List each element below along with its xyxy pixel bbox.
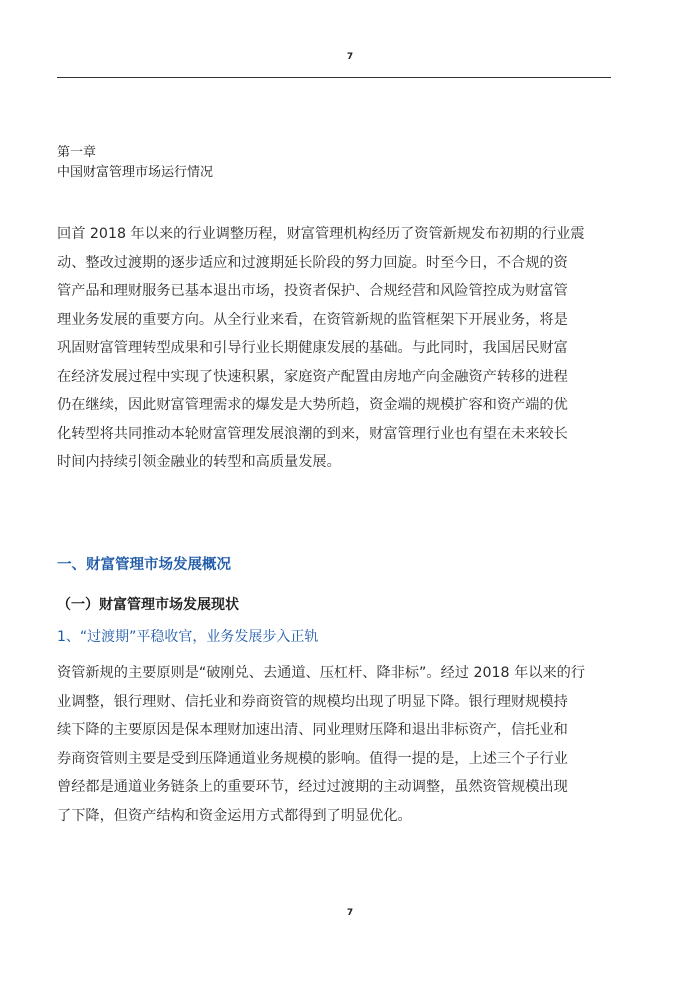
section-subheading: （一）财富管理市场发展现状 — [57, 597, 239, 613]
page-number-top: 7 — [346, 52, 354, 62]
paragraph-line: 理业务发展的重要方向。从全行业来看，在资管新规的监管框架下开展业务，将是 — [57, 311, 568, 328]
chapter-title: 中国财富管理市场运行情况 — [57, 165, 214, 180]
paragraph-line: 动、整改过渡期的逐步适应和过渡期延长阶段的努力回旋。时至今日，不合规的资 — [57, 254, 568, 271]
section-heading: 一、财富管理市场发展概况 — [57, 557, 231, 573]
paragraph-line: 资管新规的主要原则是“破刚兑、去通道、压杠杆、降非标”。经过 2018 年以来的行 — [57, 665, 586, 681]
header-divider — [57, 77, 611, 78]
chapter-label: 第一章 — [57, 145, 97, 160]
page-number-bottom: 7 — [346, 908, 354, 918]
paragraph-line: 管产品和理财服务已基本退出市场，投资者保护、合规经营和风险管控成为财富管 — [57, 283, 568, 299]
paragraph-line: 在经济发展过程中实现了快速积累，家庭资产配置由房地产向金融资产转移的进程 — [57, 368, 568, 385]
paragraph-line: 化转型将共同推动本轮财富管理发展浪潮的到来，财富管理行业也有望在未来较长 — [57, 425, 568, 442]
section-paragraph — [57, 659, 613, 830]
paragraph-line: 回首 2018 年以来的行业调整历程，财富管理机构经历了资管新规发布初期的行业震 — [57, 226, 585, 242]
paragraph-line: 业调整，银行理财、信托业和券商资管的规模均出现了明显下降。银行理财规模持 — [57, 693, 568, 710]
paragraph-line: 曾经都是通道业务链条上的重要环节，经过过渡期的主动调整，虽然资管规模出现 — [57, 779, 568, 795]
paragraph-line: 券商资管则主要是受到压降通道业务规模的影响。值得一提的是，上述三个子行业 — [57, 750, 568, 767]
intro-paragraph — [57, 220, 613, 477]
paragraph-line: 仍在继续，因此财富管理需求的爆发是大势所趋，资金端的规模扩容和资产端的优 — [57, 397, 568, 413]
section-subsubheading: 1、“过渡期”平稳收官，业务发展步入正轨 — [57, 629, 319, 645]
paragraph-line: 巩固财富管理转型成果和引导行业长期健康发展的基础。与此同时，我国居民财富 — [57, 340, 568, 356]
paragraph-line: 时间内持续引领金融业的转型和高质量发展。 — [57, 454, 341, 470]
chapter-heading — [57, 143, 213, 183]
paragraph-line: 了下降，但资产结构和资金运用方式都得到了明显优化。 — [57, 807, 412, 824]
paragraph-line: 续下降的主要原因是保本理财加速出清、同业理财压降和退出非标资产，信托业和 — [57, 722, 568, 738]
